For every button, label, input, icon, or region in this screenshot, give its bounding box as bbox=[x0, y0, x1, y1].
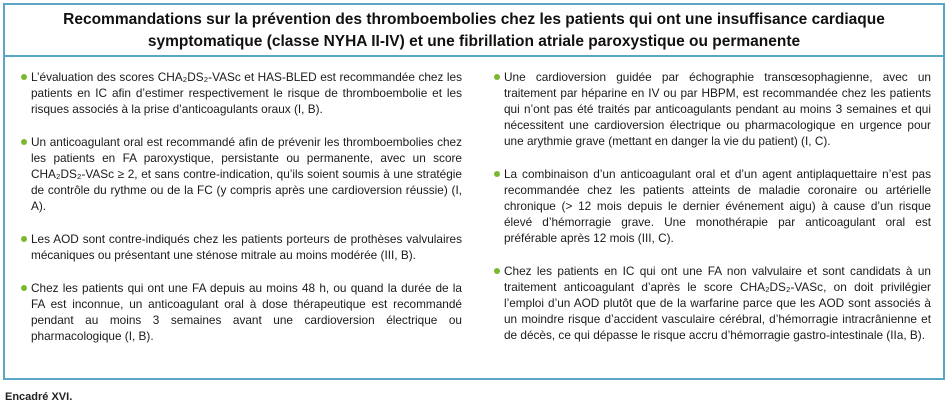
list-item: Une cardioversion guidée par échographie transœsophagienne, avec un traitement par héparine en IV ou par HBPM, est recommandée chez les patients qui n’ont pas été traités par anticoagulants pendant au moins 3 semaines et qui nécessitent une cardioversion électrique ou pharmacologique en urgence pour une arythmie grave (mettant en danger la vie du patient) (I, C). bbox=[486, 69, 931, 149]
list-item: Les AOD sont contre-indiqués chez les patients porteurs de prothèses valvulaires mécaniques ou présentant une sténose mitrale au moins modérée (III, B). bbox=[13, 231, 462, 263]
caption: Encadré XVI. bbox=[5, 391, 73, 403]
bullet-icon bbox=[494, 171, 500, 177]
list-item: Un anticoagulant oral est recommandé afin de prévenir les thromboembolies chez les patients en FA paroxystique, persistante ou permanente, avec un score CHA₂DS₂-VASc ≥ 2, et sans contre-indication, qu’ils soient soumis à une stratégie de contrôle du rythme ou de la FC (y compris après une cardioversion réussie) (I, A). bbox=[13, 134, 462, 214]
bullet-icon bbox=[494, 268, 500, 274]
title-line-1: Recommandations sur la prévention des thromboembolies chez les patients qui ont une insuffisance cardiaque bbox=[63, 11, 885, 28]
right-column bbox=[474, 69, 935, 361]
list-item: Chez les patients en IC qui ont une FA non valvulaire et sont candidats à un traitement anticoagulant d’après le score CHA₂DS₂-VASc, on doit privilégier l’emploi d’un AOD plutôt que de la warfarine parce que les AOD sont associés à un moindre risque d’accident vasculaire cérébral, d’hémorragie intracrânienne et de décès, ce qui dépasse le risque accru d’hémorragie gastro-intestinale (IIa, B). bbox=[486, 263, 931, 343]
title-line-2: symptomatique (classe NYHA II-IV) et une fibrillation atriale paroxystique ou permanente bbox=[147, 33, 801, 50]
bullet-icon bbox=[21, 236, 27, 242]
bullet-icon bbox=[21, 139, 27, 145]
columns bbox=[5, 57, 943, 361]
box-title bbox=[5, 5, 943, 57]
recommendation-box bbox=[3, 3, 945, 380]
bullet-icon bbox=[21, 74, 27, 80]
bullet-icon bbox=[21, 285, 27, 291]
bullet-icon bbox=[494, 74, 500, 80]
list-item: L’évaluation des scores CHA₂DS₂-VASc et HAS-BLED est recommandée chez les patients en IC afin d’estimer respectivement le risque de thromboembolie et les risques associés à la prise d’anticoagulants oraux (I, B). bbox=[13, 69, 462, 117]
left-column bbox=[13, 69, 474, 361]
list-item: Chez les patients qui ont une FA depuis au moins 48 h, ou quand la durée de la FA est inconnue, un anticoagulant oral à dose thérapeutique est recommandé pendant au moins 3 semaines avant une cardioversion électrique ou pharmacologique (I, B). bbox=[13, 280, 462, 344]
list-item: La combinaison d’un anticoagulant oral et d’un agent antiplaquettaire n’est pas recommandée chez les patients atteints de maladie coronaire ou artérielle chronique (> 12 mois depuis le dernier événement aigu) à cause d’un risque élevé d’hémorragie grave. Une monothérapie par anticoagulant oral est préférable après 12 mois (III, C). bbox=[486, 166, 931, 246]
